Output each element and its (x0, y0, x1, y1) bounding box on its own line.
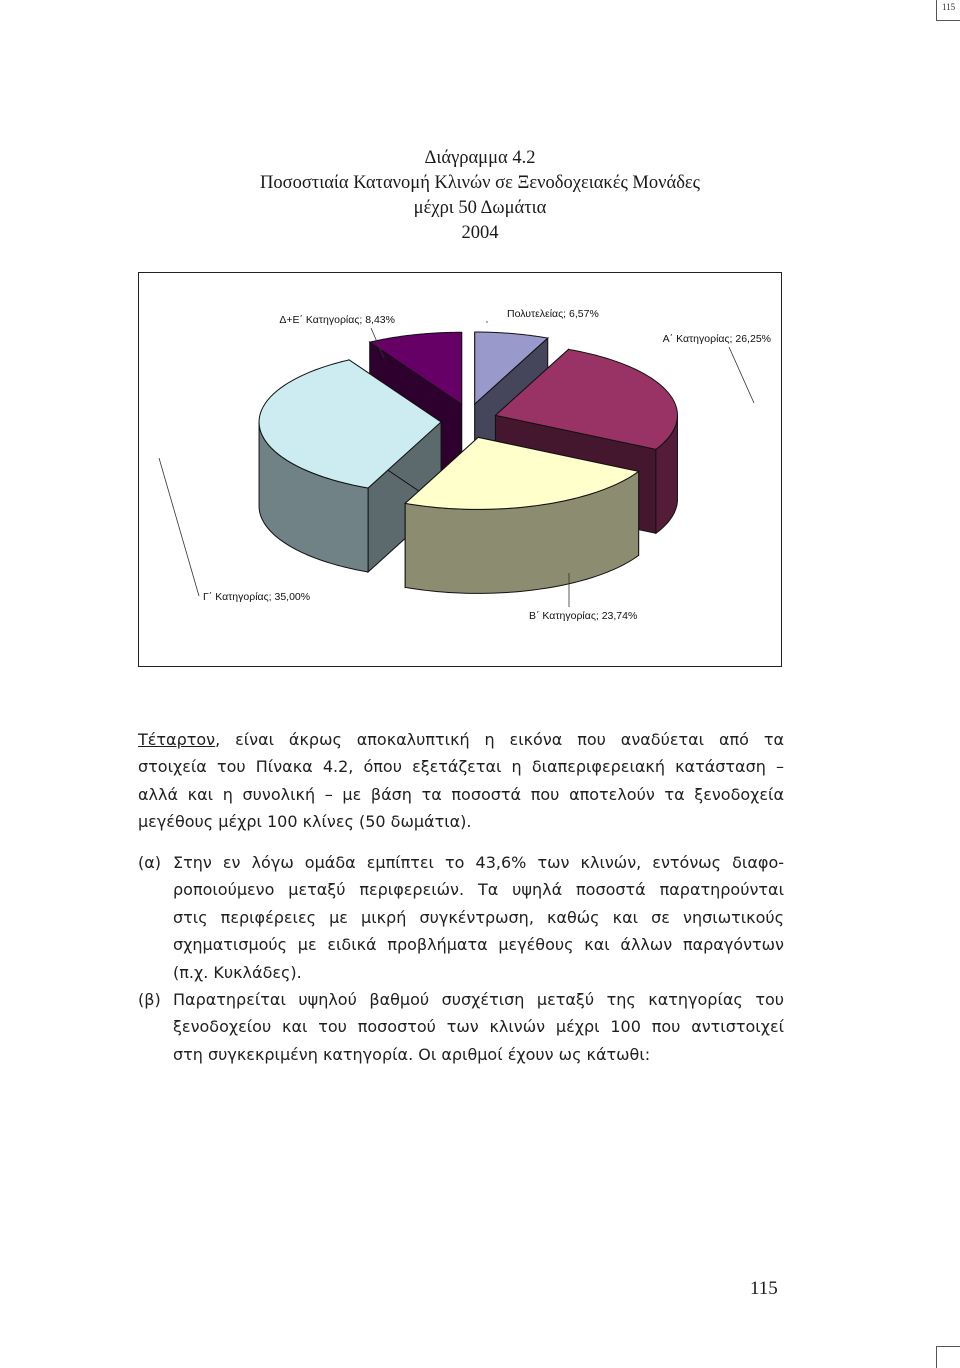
crop-mark (936, 1346, 960, 1347)
chart-title-line-1: Διάγραμμα 4.2 (424, 148, 536, 168)
list-item-b-line-1: Παρατηρείται υψηλού βαθμού συσχέτιση μεταξύ της κατηγορίας του (173, 990, 784, 1009)
list-item-a-line-1: Στην εν λόγω ομάδα εμπίπτει το 43,6% των κλινών, εντόνως διαφο- (173, 853, 784, 872)
pie-data-label: Πολυτελείας; 6,57% (507, 308, 599, 320)
list-item-b-label: (β) (138, 990, 161, 1009)
chart-title-line-4: 2004 (461, 223, 499, 243)
paragraph-1-line-4: μεγέθους μέχρι 100 κλίνες (50 δωμάτια). (138, 812, 472, 831)
list-item-a-line-3: στις περιφέρειες με μικρή συγκέντρωση, καθώς και σε νησιωτικούς (173, 908, 784, 927)
pie-leader-line (159, 458, 199, 596)
chart-title-line-2: Ποσοστιαία Κατανομή Κλινών σε Ξενοδοχειακές Μονάδες (259, 173, 701, 193)
first-word: Τέταρτον (138, 730, 216, 749)
crop-mark (936, 0, 937, 20)
paragraph-1-line-3: αλλά και η συνολική – με βάση τα ποσοστά που αποτελούν τα ξενοδοχεία (138, 785, 784, 804)
corner-page-number: 115 (942, 2, 956, 12)
chart-title (120, 146, 840, 246)
list-item-a-line-2: ροποιούμενο μεταξύ περιφερειών. Τα υψηλά ποσοστά παρατηρούνται (173, 880, 784, 899)
chart-title-line-3: μέχρι 50 Δωμάτια (413, 198, 547, 218)
pie-chart (138, 272, 782, 667)
list-item-a-label: (α) (138, 853, 162, 872)
list-item-a-line-4: σχηματισμούς με ειδικά προβλήματα μεγέθους και άλλων παραγόντων (173, 935, 784, 954)
paragraph-1-line-2: στοιχεία του Πίνακα 4.2, όπου εξετάζεται η διαπεριφερειακή κατάσταση – (138, 757, 784, 776)
list-item-a-line-5: (π.χ. Κυκλάδες). (173, 963, 302, 982)
pie-data-label: Γ΄ Κατηγορίας; 35,00% (203, 591, 311, 603)
paragraph-1-line-1 (138, 730, 784, 750)
crop-mark (936, 1346, 937, 1368)
pie-leader-line (729, 347, 754, 403)
list-item-b-line-2: ξενοδοχείου και του ποσοστού των κλινών μέχρι 100 που αντιστοιχεί (173, 1017, 784, 1036)
crop-mark (936, 20, 960, 21)
line-1-rest: , είναι άκρως αποκαλυπτική η εικόνα που αναδύεται από τα (215, 730, 784, 749)
list-item-b-line-3: στη συγκεκριμένη κατηγορία. Οι αριθμοί έχουν ως κάτωθι: (173, 1045, 651, 1064)
pie-data-label: Α΄ Κατηγορίας; 26,25% (662, 333, 771, 345)
pie-data-label: Β΄ Κατηγορίας; 23,74% (529, 610, 638, 622)
page-number: 115 (750, 1278, 778, 1299)
pie-data-label: Δ+Ε΄ Κατηγορίας; 8,43% (279, 314, 395, 326)
pie-chart-svg (139, 273, 783, 668)
body-text (138, 730, 784, 1090)
